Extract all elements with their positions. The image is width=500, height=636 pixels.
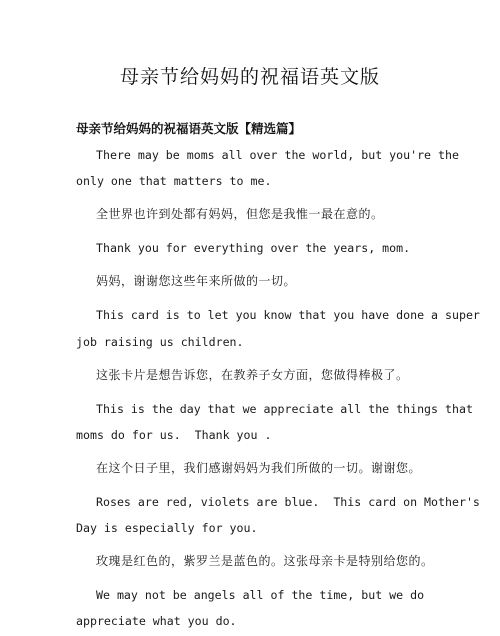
paragraph-line: 妈妈，谢谢您这些年来所做的一切。 — [96, 274, 297, 288]
paragraph-line: This is the day that we appreciate all the things that — [96, 402, 473, 416]
paragraph-line: 全世界也许到处都有妈妈，但您是我惟一最在意的。 — [96, 207, 384, 221]
paragraph-line: moms do for us. Thank you . — [76, 428, 272, 442]
paragraph-line: appreciate what you do. — [76, 614, 237, 628]
document-title: 母亲节给妈妈的祝福语英文版 — [119, 66, 380, 88]
paragraph-line: 这张卡片是想告诉您，在教养子女方面，您做得棒极了。 — [96, 368, 409, 382]
section-heading: 母亲节给妈妈的祝福语英文版【精选篇】 — [76, 121, 302, 136]
paragraph-line: 玫瑰是红色的，紫罗兰是蓝色的。这张母亲卡是特别给您的。 — [96, 554, 434, 568]
paragraph-line: There may be moms all over the world, but you're the — [96, 148, 459, 162]
paragraph-line: We may not be angels all of the time, but we do — [96, 588, 425, 602]
paragraph-line: job raising us children. — [76, 335, 244, 349]
paragraph-line: Roses are red, violets are blue. This card on Mother's — [96, 495, 480, 509]
paragraph-line: Thank you for everything over the years, mom. — [96, 241, 411, 255]
paragraph-line: only one that matters to me. — [76, 174, 272, 188]
paragraph-line: Day is especially for you. — [76, 521, 258, 535]
paragraph-line: 在这个日子里，我们感谢妈妈为我们所做的一切。谢谢您。 — [96, 461, 422, 475]
paragraph-line: This card is to let you know that you have done a super — [96, 308, 480, 322]
